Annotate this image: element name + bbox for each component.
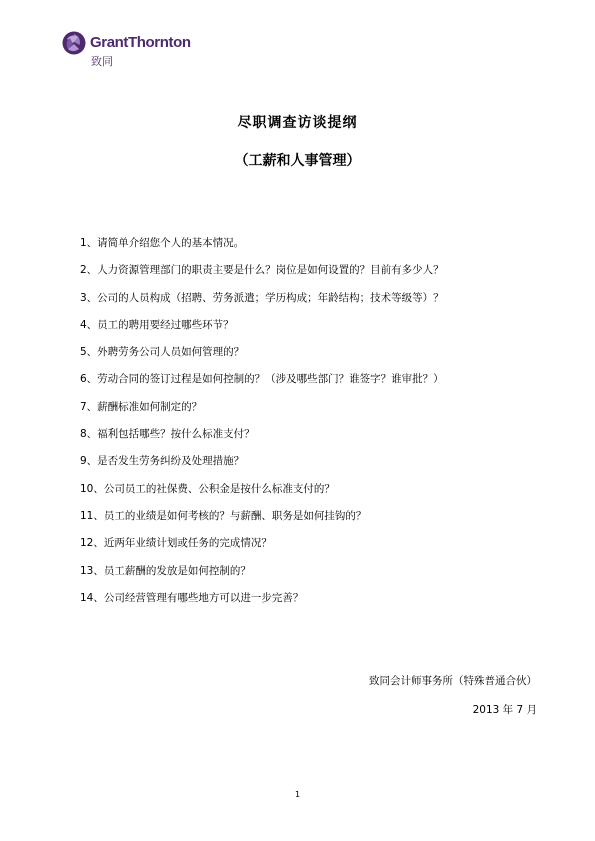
question-item: 9、是否发生劳务纠纷及处理措施？ [80,455,245,468]
firm-name: 致同会计师事务所（特殊普通合伙） [369,675,537,687]
question-item: 5、外聘劳务公司人员如何管理的？ [80,346,245,359]
question-item: 7、薪酬标准如何制定的？ [80,400,203,413]
question-item: 1、请简单介绍您个人的基本情况。 [80,237,245,249]
question-item: 2、人力资源管理部门的职责主要是什么？岗位是如何设置的？目前有多少人？ [80,264,444,277]
logo-name: GrantThornton [90,34,191,51]
grant-thornton-mark-icon [62,31,86,55]
question-item: 10、公司员工的社保费、公积金是按什么标准支付的？ [80,482,335,495]
question-item: 3、公司的人员构成（招聘、劳务派遣；学历构成；年龄结构；技术等级等）？ [80,291,444,304]
document-subtitle: （工薪和人事管理） [234,153,361,169]
document-title: 尽职调查访谈提纲 [237,115,358,131]
document-date: 2013 年 7 月 [472,704,537,716]
logo-subtitle: 致同 [91,55,113,68]
question-item: 6、劳动合同的签订过程是如何控制的？（涉及哪些部门？谁签字？谁审批？） [80,373,444,386]
question-item: 4、员工的聘用要经过哪些环节？ [80,318,234,331]
grant-thornton-logo [62,29,202,71]
page-number: 1 [294,790,301,799]
question-item: 13、员工薪酬的发放是如何控制的？ [80,564,251,577]
question-item: 8、福利包括哪些？按什么标准支付？ [80,428,255,441]
question-item: 11、员工的业绩是如何考核的？与薪酬、职务是如何挂钩的？ [80,509,367,522]
question-list [80,236,550,618]
question-item: 14、公司经营管理有哪些地方可以进一步完善？ [80,591,304,604]
question-item: 12、近两年业绩计划或任务的完成情况？ [80,537,272,550]
